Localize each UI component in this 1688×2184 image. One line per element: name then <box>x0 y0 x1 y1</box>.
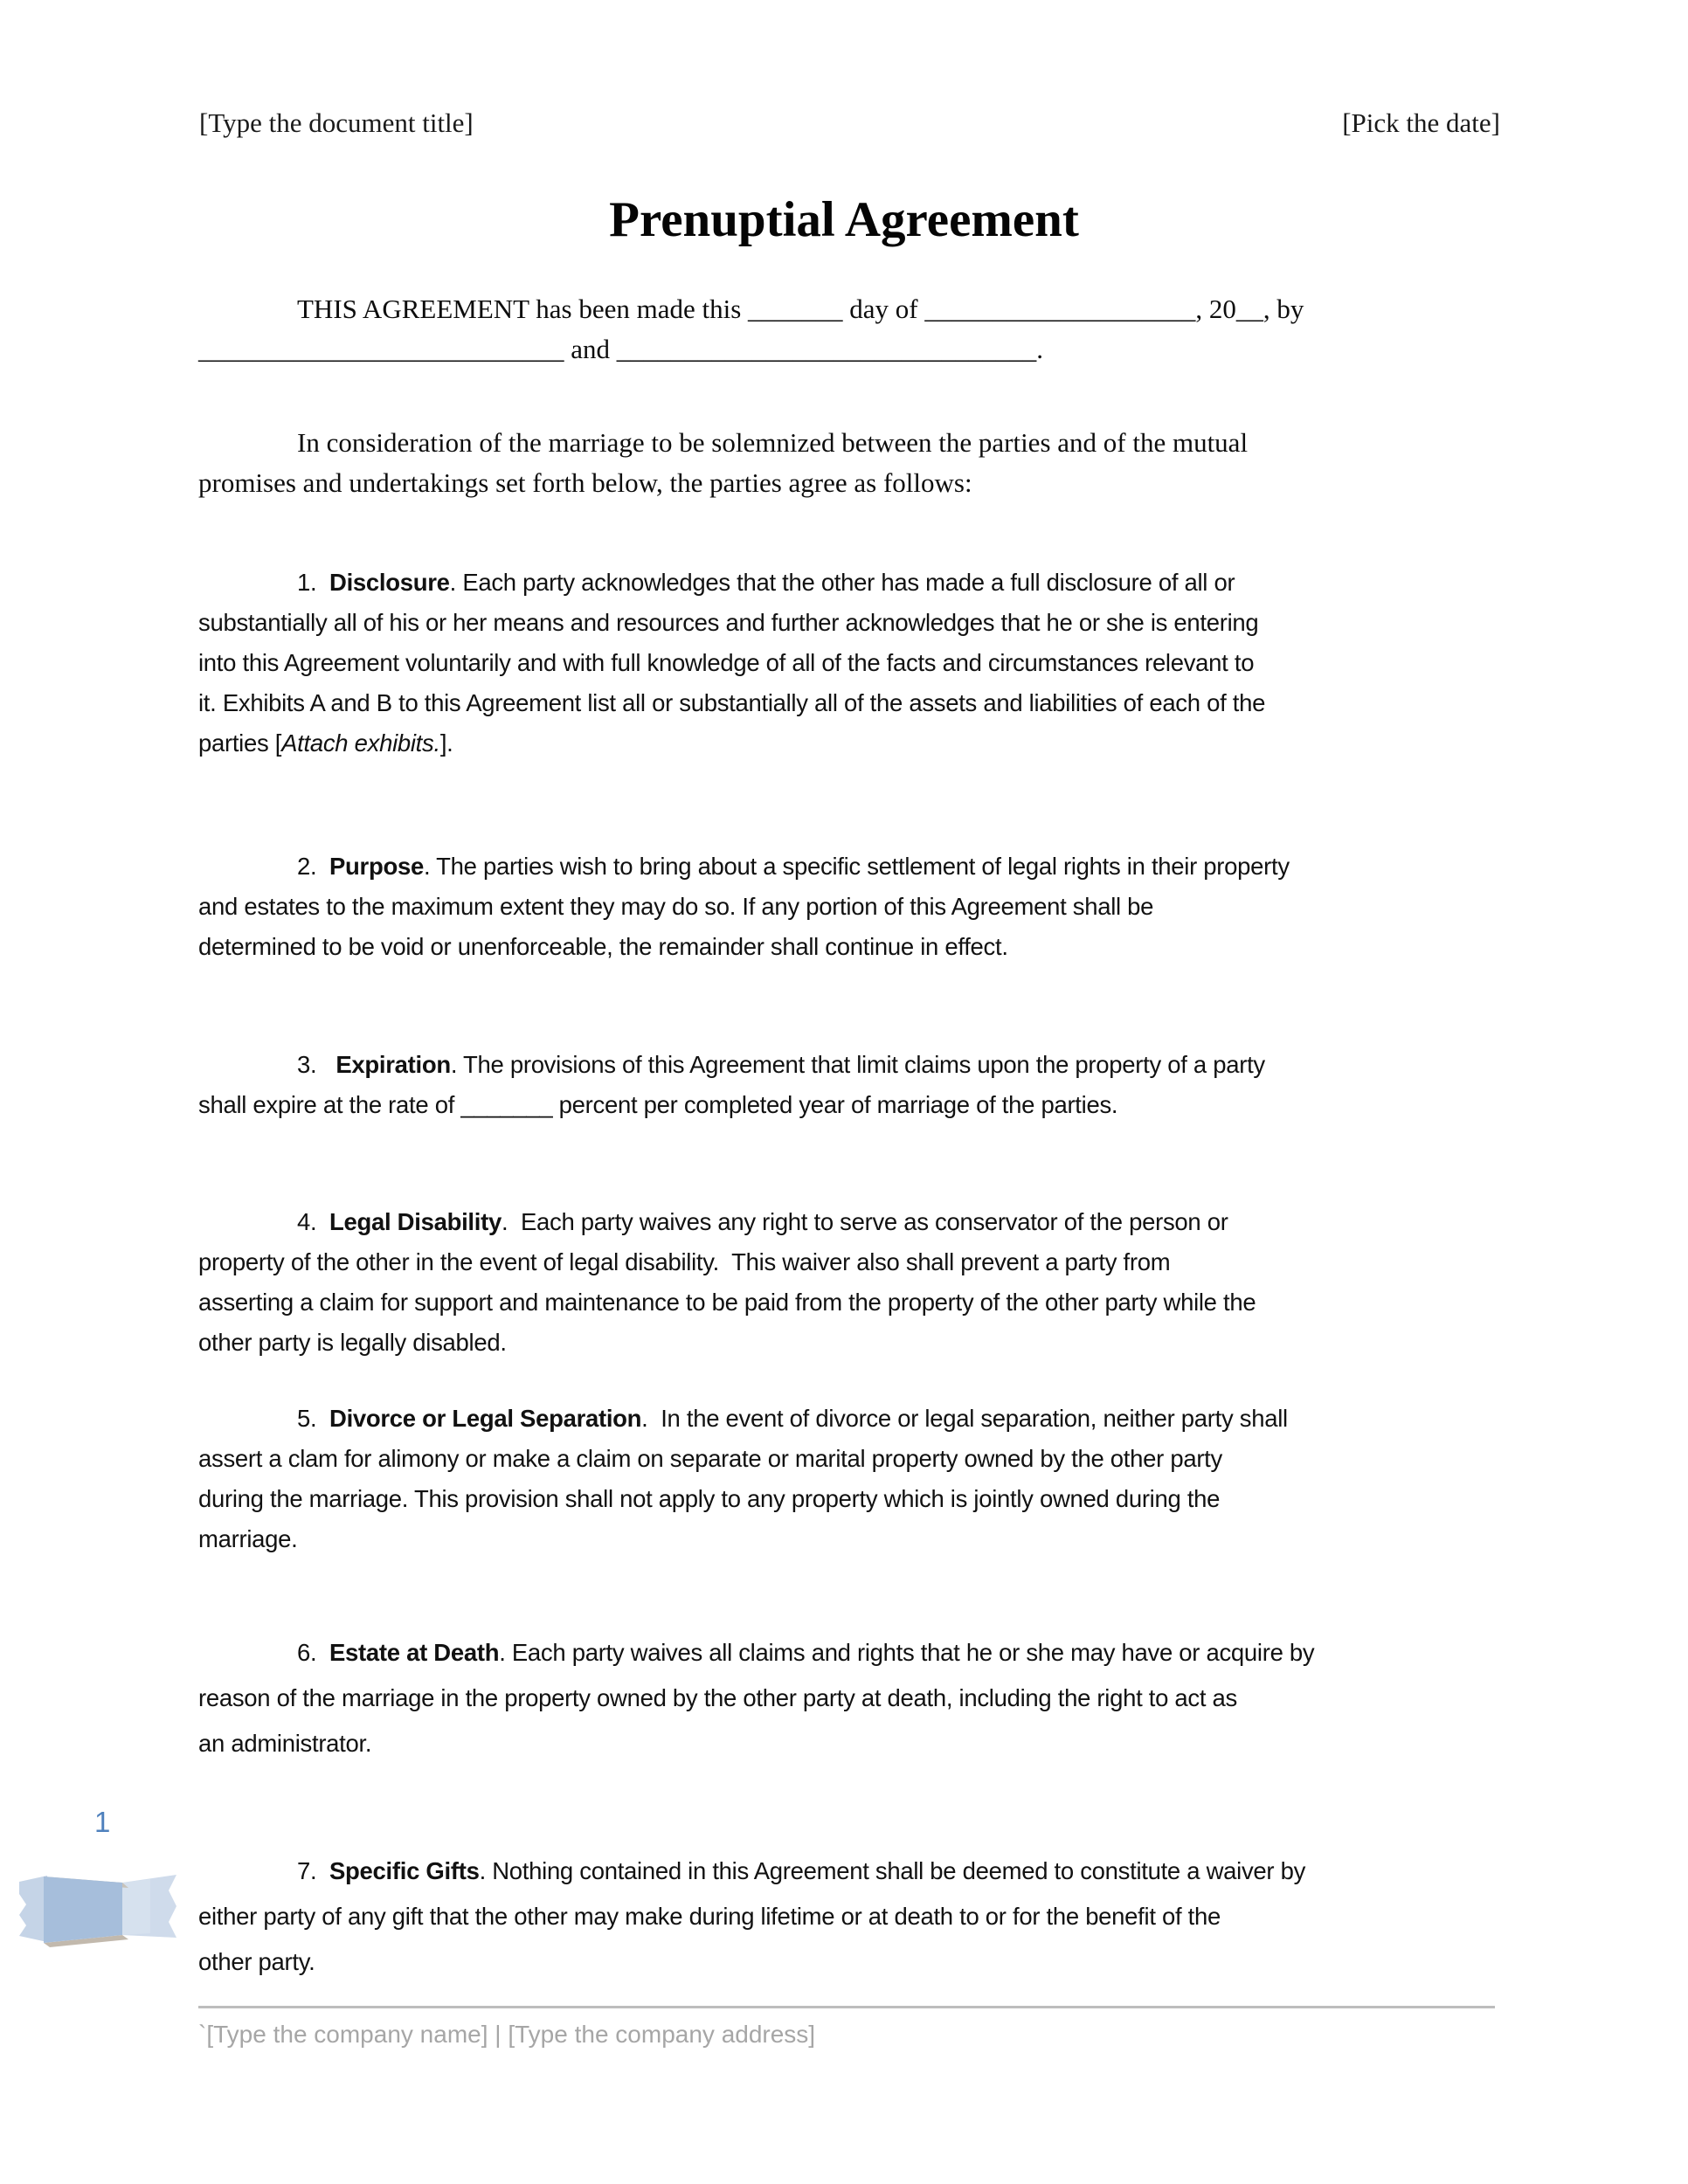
text-run: determined to be void or unenforceable, the remainder shall continue in effect. <box>198 933 1008 960</box>
text-run: other party is legally disabled. <box>198 1329 507 1356</box>
text-line <box>198 463 1500 503</box>
text-run: reason of the marriage in the property owned by the other party at death, including the right to act as <box>198 1684 1237 1711</box>
clause-divorce-or-legal-separation <box>198 1399 1500 1559</box>
document-title-placeholder[interactable]: [Type the document title] <box>199 107 474 138</box>
text-line <box>198 1085 1500 1125</box>
agreement-made-paragraph <box>198 289 1500 370</box>
text-line <box>198 1045 1500 1085</box>
text-run: marriage. <box>198 1525 298 1552</box>
text-run: Specific Gifts <box>329 1857 480 1884</box>
text-line <box>198 847 1500 887</box>
text-run: ]. <box>439 729 453 757</box>
text-run: promises and undertakings set forth below, the parties agree as follows: <box>198 467 972 498</box>
text-run: an administrator. <box>198 1730 372 1757</box>
text-line <box>198 289 1500 329</box>
text-line <box>198 1519 1500 1559</box>
text-run: In consideration of the marriage to be solemnized between the parties and of the mutual <box>297 427 1249 458</box>
text-line <box>198 683 1500 723</box>
text-line <box>198 1894 1500 1939</box>
text-run: . The provisions of this Agreement that limit claims upon the property of a party <box>450 1051 1265 1078</box>
clause-legal-disability <box>198 1202 1500 1363</box>
text-line <box>198 1479 1500 1519</box>
clause-purpose <box>198 847 1500 967</box>
text-run: 3. <box>297 1051 336 1078</box>
text-run: it. Exhibits A and B to this Agreement list all or substantially all of the assets and liabilities of each of the <box>198 689 1266 716</box>
text-line <box>198 563 1500 603</box>
text-run: Expiration <box>336 1051 451 1078</box>
text-line <box>198 1849 1500 1894</box>
text-line <box>198 927 1500 967</box>
text-run: 7. <box>297 1857 330 1884</box>
text-line <box>198 1399 1500 1439</box>
text-run: . Nothing contained in this Agreement shall be deemed to constitute a waiver by <box>479 1857 1306 1884</box>
text-run: parties [ <box>198 729 282 757</box>
text-line <box>198 1242 1500 1282</box>
text-run: . The parties wish to bring about a specific settlement of legal rights in their property <box>423 853 1290 880</box>
text-run: property of the other in the event of legal disability. This waiver also shall prevent a party from <box>198 1248 1171 1275</box>
text-line <box>198 1202 1500 1242</box>
text-line <box>198 329 1500 370</box>
text-run: . Each party waives all claims and rights that he or she may have or acquire by <box>499 1639 1315 1666</box>
text-run: either party of any gift that the other may make during lifetime or at death to or for the benefit of the <box>198 1903 1221 1930</box>
text-run: Estate at Death <box>329 1639 500 1666</box>
text-run: assert a clam for alimony or make a claim on separate or marital property owned by the other party <box>198 1445 1222 1472</box>
text-run: 6. <box>297 1639 330 1666</box>
text-run: other party. <box>198 1948 315 1975</box>
text-line <box>198 1630 1500 1676</box>
text-run: into this Agreement voluntarily and with full knowledge of all of the facts and circumstances relevant to <box>198 649 1255 676</box>
text-line <box>198 887 1500 927</box>
page-number: 1 <box>94 1806 111 1838</box>
text-run: . Each party acknowledges that the other has made a full disclosure of all or <box>449 569 1235 596</box>
footer-divider <box>198 2006 1495 2008</box>
text-run: 4. <box>297 1208 330 1235</box>
text-run: Disclosure <box>329 569 450 596</box>
text-line <box>198 1282 1500 1323</box>
text-line <box>198 1721 1500 1766</box>
clause-estate-at-death <box>198 1630 1500 1766</box>
text-run: Divorce or Legal Separation <box>329 1405 642 1432</box>
text-run: 5. <box>297 1405 330 1432</box>
text-line <box>198 1676 1500 1721</box>
text-run: 1. <box>297 569 330 596</box>
text-line <box>198 643 1500 683</box>
text-line <box>198 423 1500 463</box>
document-main-title: Prenuptial Agreement <box>609 192 1079 247</box>
clause-expiration <box>198 1045 1500 1125</box>
text-run: . Each party waives any right to serve as conservator of the person or <box>501 1208 1228 1235</box>
text-run: and estates to the maximum extent they may do so. If any portion of this Agreement shall be <box>198 893 1154 920</box>
text-line <box>198 1939 1500 1985</box>
company-name-address-placeholder[interactable]: `[Type the company name] | [Type the company address] <box>198 2021 816 2048</box>
text-run: THIS AGREEMENT has been made this _______ day of ____________________, 20__, by <box>297 294 1304 324</box>
clause-specific-gifts <box>198 1849 1500 1985</box>
text-run: 2. <box>297 853 330 880</box>
text-line <box>198 603 1500 643</box>
text-run: . In the event of divorce or legal separation, neither party shall <box>641 1405 1288 1432</box>
text-run: Legal Disability <box>329 1208 502 1235</box>
text-run: asserting a claim for support and maintenance to be paid from the property of the other party while the <box>198 1289 1256 1316</box>
text-line <box>198 1323 1500 1363</box>
text-run: ___________________________ and _______________________________. <box>198 334 1044 364</box>
text-run: during the marriage. This provision shall not apply to any property which is jointly owned during the <box>198 1485 1221 1512</box>
text-run: shall expire at the rate of _______ percent per completed year of marriage of the parties. <box>198 1091 1118 1118</box>
text-run: substantially all of his or her means and resources and further acknowledges that he or she is entering <box>198 609 1259 636</box>
text-run: Attach exhibits. <box>281 729 440 757</box>
text-line <box>198 723 1500 764</box>
text-line <box>198 1439 1500 1479</box>
clause-disclosure <box>198 563 1500 764</box>
date-placeholder[interactable]: [Pick the date] <box>1342 107 1500 138</box>
ribbon-banner-icon <box>17 1870 180 1948</box>
text-run: Purpose <box>329 853 424 880</box>
consideration-paragraph <box>198 423 1500 503</box>
